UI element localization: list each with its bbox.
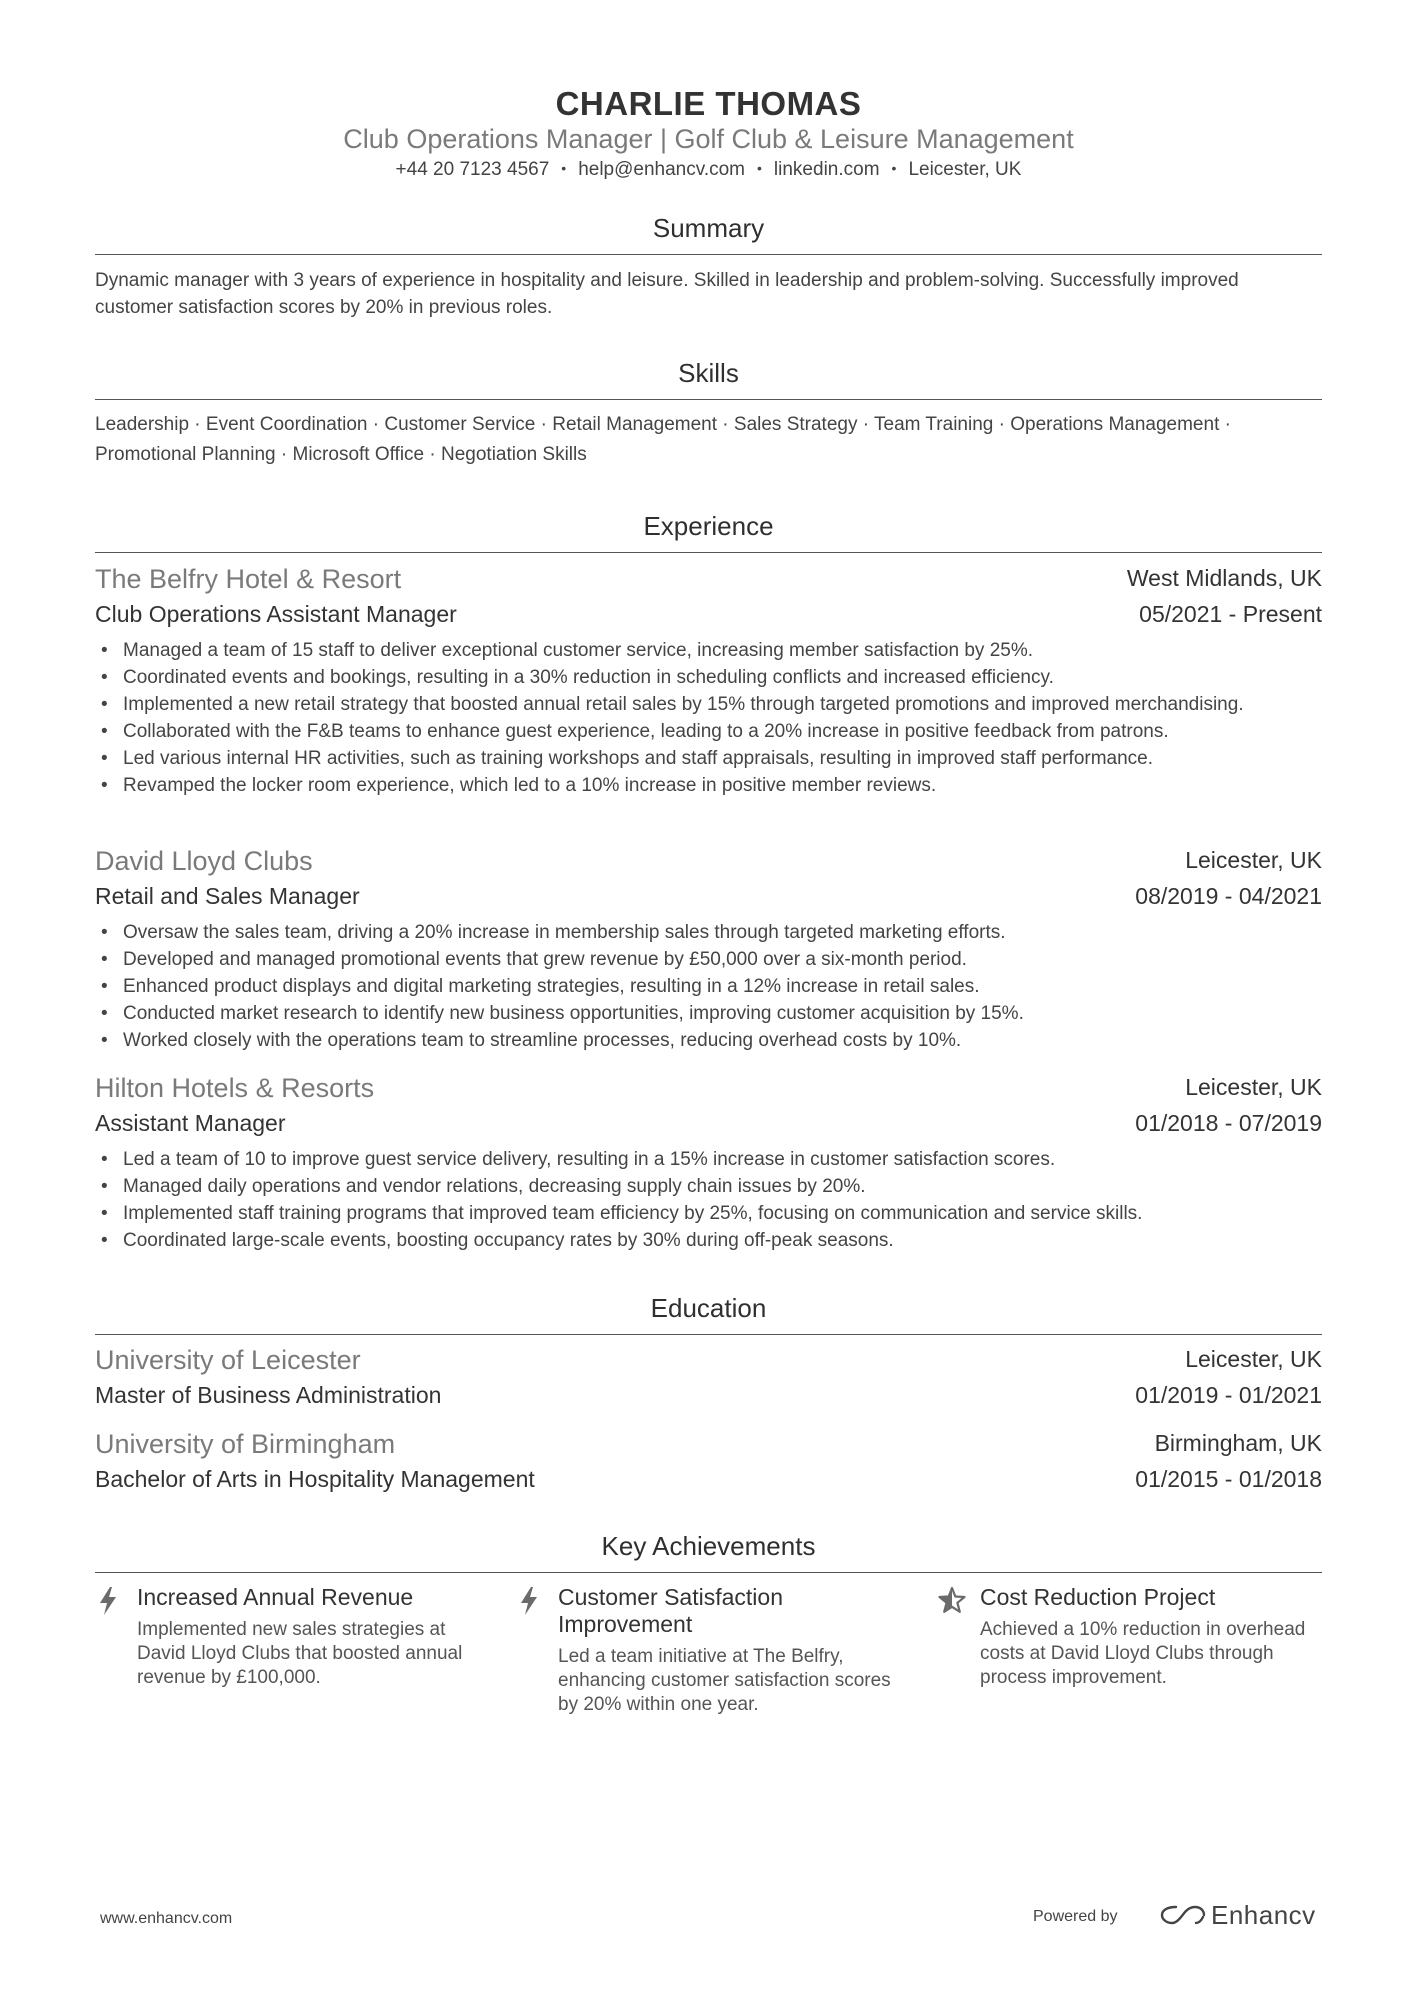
job-location: Leicester, UK xyxy=(1185,1074,1322,1100)
list-item: • Conducted market research to identify new business opportunities, improving customer acquisition by 15%. xyxy=(95,1000,1322,1027)
list-item: • Enhanced product displays and digital marketing strategies, resulting in a 12% increase in retail sales. xyxy=(95,973,1322,1000)
list-item: • Coordinated large-scale events, boosting occupancy rates by 30% during off-peak seasons. xyxy=(95,1227,1322,1254)
footer-powered-by: Powered by xyxy=(1033,1908,1118,1925)
achievement-card xyxy=(95,1584,475,1694)
skills-list xyxy=(95,411,1322,468)
job-company: Hilton Hotels & Resorts xyxy=(95,1073,375,1103)
list-item: • Worked closely with the operations team to streamline processes, reducing overhead costs by 10%. xyxy=(95,1027,1322,1054)
achievement-title: Increased Annual Revenue xyxy=(137,1584,414,1610)
list-item: • Revamped the locker room experience, which led to a 10% increase in positive member reviews. xyxy=(95,772,1322,799)
skills-line: Promotional Planning · Microsoft Office · Negotiation Skills xyxy=(95,444,587,465)
job-company: David Lloyd Clubs xyxy=(95,846,313,876)
footer-brand-name: Enhancv xyxy=(1211,1900,1316,1930)
job-title: Club Operations Assistant Manager xyxy=(95,601,457,627)
job-bullets xyxy=(95,1146,1322,1254)
job-dates: 08/2019 - 04/2021 xyxy=(1135,883,1322,909)
section-divider xyxy=(95,399,1322,400)
list-item: • Led a team of 10 to improve guest service delivery, resulting in a 15% increase in customer satisfaction scores. xyxy=(95,1146,1322,1173)
list-item: • Oversaw the sales team, driving a 20% increase in membership sales through targeted marketing efforts. xyxy=(95,919,1322,946)
achievement-description: Achieved a 10% reduction in overhead costs at David Lloyd Clubs through process improvement. xyxy=(980,1619,1306,1688)
job-title: Assistant Manager xyxy=(95,1110,286,1136)
summary-heading: Summary xyxy=(652,213,765,243)
job-title: Retail and Sales Manager xyxy=(95,883,360,909)
job-company: The Belfry Hotel & Resort xyxy=(95,564,402,594)
achievements-heading: Key Achievements xyxy=(601,1531,816,1561)
phone-number: +44 20 7123 4567 xyxy=(395,159,550,180)
list-item: • Implemented staff training programs that improved team efficiency by 25%, focusing on communication and service skills. xyxy=(95,1200,1322,1227)
linkedin-link[interactable]: linkedin.com xyxy=(773,159,880,180)
job-dates: 05/2021 - Present xyxy=(1139,601,1322,627)
email-address[interactable]: help@enhancv.com xyxy=(578,159,746,180)
education-school: University of Leicester xyxy=(95,1345,361,1375)
education-school: University of Birmingham xyxy=(95,1429,396,1459)
experience-heading: Experience xyxy=(643,511,774,541)
education-heading: Education xyxy=(650,1293,767,1323)
section-divider xyxy=(95,552,1322,553)
candidate-name: CHARLIE THOMAS xyxy=(555,85,862,122)
job-bullets xyxy=(95,637,1322,799)
list-item: • Collaborated with the F&B teams to enhance guest experience, leading to a 20% increase in positive feedback from patrons. xyxy=(95,718,1322,745)
candidate-headline: Club Operations Manager | Golf Club & Leisure Management xyxy=(343,124,1074,154)
achievement-title: Customer Satisfaction Improvement xyxy=(558,1584,783,1637)
job-bullets xyxy=(95,919,1322,1054)
section-divider xyxy=(95,1334,1322,1335)
separator-dot: • xyxy=(757,160,762,176)
list-item: • Led various internal HR activities, such as training workshops and staff appraisals, resulting in improved staff performance. xyxy=(95,745,1322,772)
job-dates: 01/2018 - 07/2019 xyxy=(1135,1110,1322,1136)
achievement-card xyxy=(516,1584,896,1724)
section-divider xyxy=(95,1572,1322,1573)
location: Leicester, UK xyxy=(908,159,1022,180)
job-location: Leicester, UK xyxy=(1185,847,1322,873)
education-degree: Master of Business Administration xyxy=(95,1382,442,1408)
summary-text: Dynamic manager with 3 years of experience in hospitality and leisure. Skilled in leadership and problem-solving. Successfully improved customer satisfaction scores by 20% in previous roles. xyxy=(95,270,1239,318)
list-item: • Managed a team of 15 staff to deliver exceptional customer service, increasing member satisfaction by 25%. xyxy=(95,637,1322,664)
separator-dot: • xyxy=(561,160,567,176)
skills-heading: Skills xyxy=(678,358,739,388)
education-dates: 01/2015 - 01/2018 xyxy=(1135,1466,1322,1492)
star-icon xyxy=(938,1586,966,1616)
achievement-title: Cost Reduction Project xyxy=(980,1584,1216,1610)
separator-dot: • xyxy=(891,160,897,176)
lightning-bolt-icon xyxy=(516,1586,542,1616)
lightning-bolt-icon xyxy=(95,1586,121,1616)
list-item: • Coordinated events and bookings, resulting in a 30% reduction in scheduling conflicts and increased efficiency. xyxy=(95,664,1322,691)
list-item: • Managed daily operations and vendor relations, decreasing supply chain issues by 20%. xyxy=(95,1173,1322,1200)
skills-line: Leadership · Event Coordination · Customer Service · Retail Management · Sales Strategy · Team Training · Operations Management · xyxy=(95,414,1231,435)
section-divider xyxy=(95,254,1322,255)
education-location: Leicester, UK xyxy=(1185,1346,1322,1372)
education-location: Birmingham, UK xyxy=(1154,1430,1322,1456)
contact-line xyxy=(95,159,1322,181)
achievement-description: Implemented new sales strategies at David Lloyd Clubs that boosted annual revenue by £100,000. xyxy=(137,1619,463,1688)
achievement-description: Led a team initiative at The Belfry, enhancing customer satisfaction scores by 20% within one year. xyxy=(558,1646,891,1715)
footer-website-link[interactable]: www.enhancv.com xyxy=(100,1910,233,1927)
education-dates: 01/2019 - 01/2021 xyxy=(1135,1382,1322,1408)
education-degree: Bachelor of Arts in Hospitality Management xyxy=(95,1466,535,1492)
job-location: West Midlands, UK xyxy=(1126,565,1322,591)
achievement-card xyxy=(938,1584,1318,1694)
list-item: • Implemented a new retail strategy that boosted annual retail sales by 15% through targeted promotions and improved merchandising. xyxy=(95,691,1322,718)
list-item: • Developed and managed promotional events that grew revenue by £50,000 over a six-month period. xyxy=(95,946,1322,973)
